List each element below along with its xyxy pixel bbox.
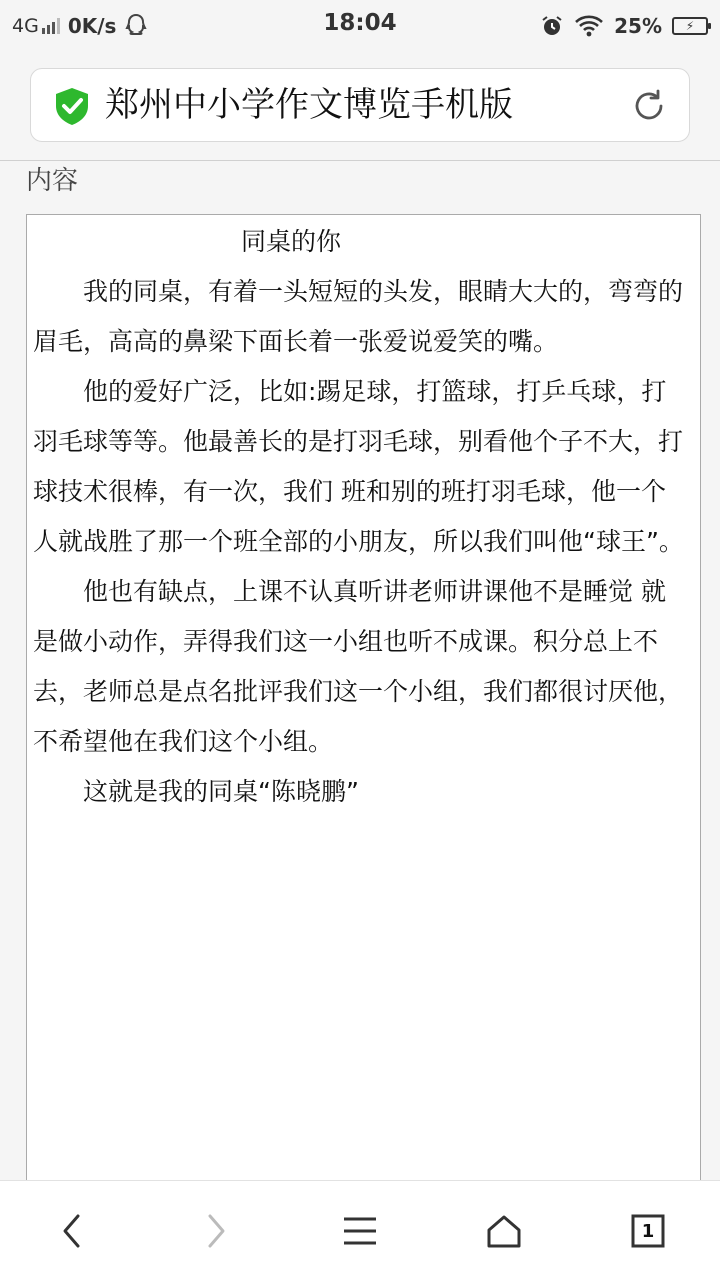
back-icon (60, 1213, 84, 1249)
article-paragraph: 他的爱好广泛，比如:踢足球，打篮球，打乒乓球，打羽毛球等等。他最善长的是打羽毛球，别看他个子不大，打球技术很棒，有一次，我们 班和别的班打羽毛球，他一个人就战胜了那一个班全部的小朋友，所以我们叫他“球王”。 (33, 377, 684, 556)
page-title[interactable]: 郑州中小学作文博览手机版 (105, 85, 513, 125)
section-label: 内容 (26, 166, 79, 196)
article-paragraph: 他也有缺点，上课不认真听讲老师讲课他不是睡觉 就是做小动作，弄得我们这一小组也听不成课。积分总上不去，老师总是点名批评我们这一个小组，我们都很讨厌他，不希望他在我们这个小组。 (33, 577, 684, 756)
menu-button[interactable] (330, 1203, 390, 1259)
article-paragraph: 我的同桌，有着一头短短的头发，眼睛大大的，弯弯的眉毛，高高的鼻梁下面长着一张爱说爱笑的嘴。 (33, 277, 684, 356)
reload-icon[interactable] (631, 88, 667, 124)
network-type: 4G (12, 15, 39, 37)
forward-button[interactable] (186, 1203, 246, 1259)
article-container (26, 214, 701, 1194)
alarm-icon (540, 14, 564, 38)
article-body (33, 267, 689, 817)
secure-shield-icon (53, 86, 91, 126)
status-right (540, 10, 708, 42)
forward-icon (204, 1213, 228, 1249)
clock: 18:04 (323, 10, 397, 36)
article-paragraph: 这就是我的同桌“陈晓鹏” (83, 777, 359, 806)
header-divider (0, 160, 720, 161)
home-icon (486, 1214, 522, 1248)
tab-count: 1 (641, 1220, 655, 1242)
back-button[interactable] (42, 1203, 102, 1259)
battery-percent: 25% (614, 14, 662, 38)
battery-icon: ⚡ (672, 17, 708, 35)
bottom-nav (0, 1180, 720, 1280)
status-bar (0, 0, 720, 52)
network-speed: 0K/s (67, 14, 117, 38)
wifi-icon (574, 15, 604, 37)
home-button[interactable] (474, 1203, 534, 1259)
menu-icon (342, 1216, 378, 1246)
tabs-button[interactable] (618, 1203, 678, 1259)
article-title: 同桌的你 (241, 227, 342, 256)
address-bar[interactable] (30, 68, 690, 142)
